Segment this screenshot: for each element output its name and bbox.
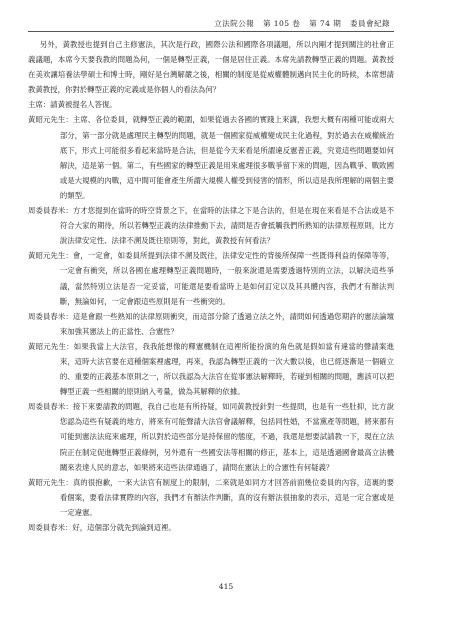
paragraph-speech: 黃昭元先生：真的很抱歉，一來大法官有制度上的限制，二來就是如同方才回答前面幾位委員的內容，這裏的要看個案，要看法律實際的內容，我們才有辦法作判斷，真的沒有辦法很抽象的表示，這是一定合憲或是一定違憲。 — [28, 477, 394, 517]
section-label: 委員會紀錄 — [350, 19, 390, 28]
page-header — [0, 18, 390, 29]
paragraph-speech: 黃昭元先生：會，一定會，如委員所提到法律不溯及既往，法律安定性的背後所保障一些既得利益的保障等等，一定會有衝突，所以各國在處理轉型正義問題時，一般來說還是需要透過特別的立法，以解決這些爭議，當然特別立法是否一定妥當，可能還是要看當時上是如何訂定以及其具體內容，我們才有辦法判斷，無論如何，一定會跟這些原則是有一些衝突的。 — [28, 251, 394, 306]
page-number: 415 — [218, 582, 234, 591]
issue-label: 第 74 期 — [309, 19, 342, 28]
paragraph-speech: 周委員春米：好，這個部分就先到論到這裡。 — [28, 523, 176, 532]
transcript-body — [28, 37, 394, 535]
paragraph-speech: 黃昭元先生：如果我當上大法官，我我能想像的釋憲機制在這裡所能扮演的角色就是假如當有違當的聲請案進來，這時大法官要在這種個案裡處理，再來，我認為轉型正義的一次大數以後，也已經逐漸是一個確立的、重要的正義基本原則之一，所以我認為大法官在從事憲法解釋時，若碰到相關的問題，應該可以把轉型正義一些相關的原則納入考量，做為其解釋的依據。 — [28, 341, 394, 397]
paragraph-speech: 主席：請黃被提名人答復。 — [28, 100, 117, 110]
header-divider — [28, 31, 394, 32]
paragraph-intro: 另外，黃教授也提到自己主修憲法，其次是行政，國際公法和國際各項議題，所以內剛才提到關注的社會正義議題，本席今天要我教的問題為何，一個是轉型正義，一個是居住正義。本席先請教轉型正義的問題。黃教授在美欢讓培養法學碩士和博士時，剛好是台灣解嚴之後，相關的制度是從威權體制邁向民主化的時候，本席想請教黃教授，你對於轉型正義的定義或是你個人的看法為何？ — [28, 40, 394, 95]
paragraph-speech: 周委員春米：這是會跟一些熟知的法律原則衝突，而這部分除了透過立法之外，請問如何透過您期許的憲法論壇來加強其憲法上的正當性、合憲性？ — [28, 311, 394, 336]
paragraph-speech: 黃昭元先生：主席、各位委員，就轉型正義的範圍，如果從過去各國的實踐上來講，我想大概有兩種可能或兩大部分，第一部分就是處理民主轉型的問題，就是一個國家從威權變成民主化過程，對於過去在威權統治底下，形式上可能很多看起來當時是合法，但是從今天來看是所謂違反憲普正義，究竟這些問題要如何解決，這是第一個。第二，有些國家的轉型正義是用來處理很多戰爭留下來的問題，因為戰爭、戰敗國或是大規模的內戰，這中間可能會產生所謂大規模人權受到侵害的情形，所以這是我所理解的兩個主要的類型。 — [28, 115, 394, 200]
paragraph-speech: 周委員春米：方才您提到在當時的時空背景之下，在當時的法律之下是合法的，但是在現在來看是不合法或是不符合大家的期待，所以若轉型正義的法律推動下去，請問是否會抵觸我們所熟知的法律原程原則，比方說法律安定性、法律不溯及既往原則等，對此，黃教授有何看法？ — [28, 206, 394, 246]
paragraph-speech: 周委員春米：接下來要請教的問題，我自己也是有所持疑，如同黃教授針對一些提問，也是有一些肚抑，比方說您認為這些有疑義的地方，將來有可能聲請大法官會議解釋，包括同性婚，不當黨產等問題，將來都有可能到憲法法庭來處理，所以對於這些部分是持保留的態度，不過，我還是想要試請教一下，現在立法院正在制定促進轉型正義條例，另外還有一些國安法等相關的修正，基本上，這是透過國會最高立法機關來表達人民的意志，如果將來這些法律通過了，請問在憲法上的合憲性有何疑義？ — [28, 402, 394, 472]
publication-title: 立法院公報 — [214, 19, 255, 28]
volume-label: 第 105 卷 — [262, 19, 301, 28]
